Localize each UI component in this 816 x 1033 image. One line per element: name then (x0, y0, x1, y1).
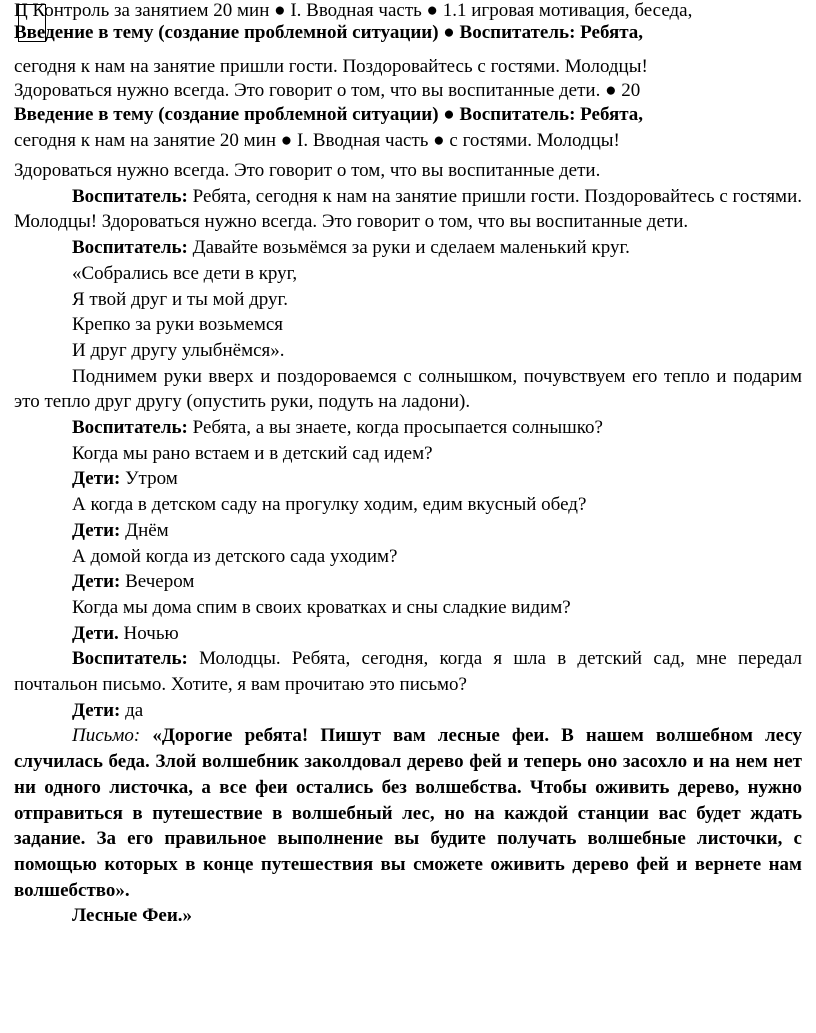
letter-signature: Лесные Феи.» (72, 905, 193, 927)
speaker-label: Дети: (72, 699, 121, 721)
paragraph-text: Днём (120, 519, 169, 541)
poem-line: Я твой друг и ты мой друг. (72, 288, 288, 310)
overlapping-slide-text (14, 0, 804, 160)
overlay-line-3: сегодня к нам на занятие пришли гости. Поздоровайтесь с гостями. Молодцы! (14, 56, 648, 77)
paragraph-text: Давайте возьмёмся за руки и сделаем маленький круг. (187, 237, 630, 259)
speaker-label: Дети: (72, 571, 121, 593)
paragraph (14, 466, 802, 492)
speaker-label: Дети. (72, 622, 119, 644)
paragraph (14, 646, 802, 697)
letter-text: «Дорогие ребята! Пишут вам лесные феи. В нашем волшебном лесу случилась беда. Злой волшебник заколдовал дерево фей и теперь оно засохло и на нем нет ни одного листочка, а все феи остались без волшебства. Чтобы оживить дерево, нужно отправиться в путешествие в волшебный лес, но на каждой станции вас будет ждать задание. За его правильное выполнение вы будите получать волшебные листочки, с помощью которых в конце путешествия вы сможете оживить дерево фей и вернете нам волшебство». (14, 725, 802, 901)
paragraph-text: Вечером (120, 571, 195, 593)
paragraph: А когда в детском саду на прогулку ходим, едим вкусный обед? (72, 494, 587, 516)
paragraph-text: да (120, 699, 144, 721)
document-body (14, 158, 802, 929)
paragraph-text: Ночью (118, 622, 179, 644)
paragraph (14, 621, 802, 647)
speaker-label: Воспитатель: (72, 648, 188, 670)
speaker-label: Дети: (72, 519, 121, 541)
paragraph (14, 184, 802, 235)
letter-paragraph (14, 723, 802, 903)
poem-line: И друг другу улыбнёмся». (72, 339, 285, 361)
speaker-label: Воспитатель: (72, 417, 188, 439)
paragraph (14, 235, 802, 261)
overlay-line-5: Введение в тему (создание проблемной ситуации) ● Воспитатель: Ребята, (14, 104, 644, 125)
paragraph: А домой когда из детского сада уходим? (72, 545, 398, 567)
paragraph: Поднимем руки вверх и поздороваемся с солнышком, почувствуем его тепло и подарим это тепло друг другу (опустить руки, подуть на ладони). (14, 365, 802, 413)
speaker-label: Воспитатель: (72, 185, 188, 207)
paragraph: Когда мы дома спим в своих кроватках и сны сладкие видим? (72, 596, 571, 618)
poem-line: «Собрались все дети в круг, (72, 262, 298, 284)
paragraph (14, 518, 802, 544)
speaker-label: Воспитатель: (72, 237, 188, 259)
overlay-line-4: Здороваться нужно всегда. Это говорит о том, что вы воспитанные дети. ● 20 (14, 80, 641, 101)
paragraph: Когда мы рано встаем и в детский сад идем? (72, 442, 433, 464)
letter-label: Письмо: (72, 725, 141, 747)
overlay-line-1: Ц Контроль за занятием 20 мин ● I. Вводная часть ● 1.1 игровая мотивация, беседа, (14, 0, 693, 21)
overlay-line-2: Введение в тему (создание проблемной ситуации) ● Воспитатель: Ребята, (14, 22, 644, 43)
paragraph: Здороваться нужно всегда. Это говорит о том, что вы воспитанные дети. (14, 160, 601, 181)
paragraph-text: Ребята, а вы знаете, когда просыпается солнышко? (187, 417, 603, 439)
paragraph (14, 415, 802, 441)
paragraph (14, 698, 802, 724)
poem-line: Крепко за руки возьмемся (72, 314, 284, 336)
paragraph-text: Молодцы. Ребята, сегодня, когда я шла в детский сад, мне передал почтальон письмо. Хотите, я вам прочитаю это письмо? (14, 648, 802, 696)
paragraph (14, 569, 802, 595)
paragraph-text: Ребята, сегодня к нам на занятие пришли гости. Поздоровайтесь с гостями. Молодцы! Здороваться нужно всегда. Это говорит о том, что вы воспитанные дети. (14, 185, 802, 233)
paragraph-text: Утром (120, 468, 178, 490)
overlay-line-6: сегодня к нам на занятие 20 мин ● I. Вводная часть ● с гостями. Молодцы! (14, 130, 620, 151)
speaker-label: Дети: (72, 468, 121, 490)
